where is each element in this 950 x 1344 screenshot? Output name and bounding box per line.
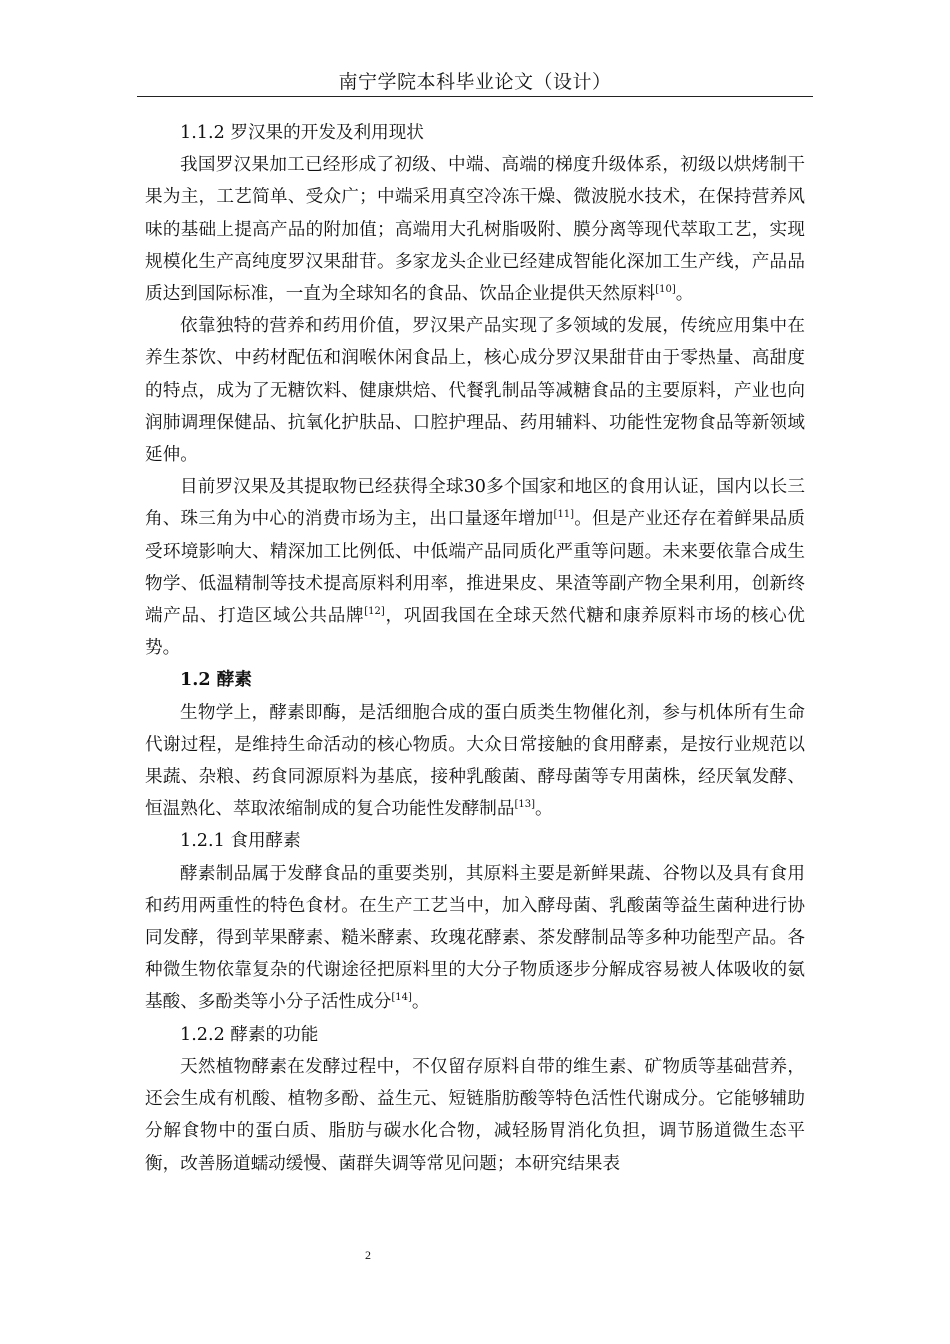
paragraph: 依靠独特的营养和药用价值，罗汉果产品实现了多领域的发展，传统应用集中在养生茶饮、中药材配伍和润喉休闲食品上，核心成分罗汉果甜苷由于零热量、高甜度的特点，成为了无糖饮料、健康烘焙、代餐乳制品等减糖食品的主要原料，产业也向润肺调理保健品、抗氧化护肤品、口腔护理品、药用辅料、功能性宠物食品等新领域延伸。	[145, 316, 805, 466]
paragraph: 目前罗汉果及其提取物已经获得全球30多个国家和地区的食用认证，国内以长三角、珠三角为中心的消费市场为主，出口量逐年增加[11]。但是产业还存在着鲜果品质受环境影响大、精深加工比例低、中低端产品同质化严重等问题。未来要依靠合成生物学、低温精制等技术提高原料利用率，推进果皮、果渣等副产物全果利用，创新终端产品、打造区域公共品牌[12]，巩固我国在全球天然代糖和康养原料市场的核心优势。	[145, 477, 805, 659]
citation: [11]	[553, 509, 575, 521]
section-heading-1-2-1: 1.2.1 食用酵素	[180, 831, 301, 852]
paragraph: 酵素制品属于发酵食品的重要类别，其原料主要是新鲜果蔬、谷物以及具有食用和药用两重性的特色食材。在生产工艺当中，加入酵母菌、乳酸菌等益生菌种进行协同发酵，得到苹果酵素、糙米酵素、玫瑰花酵素、茶发酵制品等多种功能型产品。各种微生物依靠复杂的代谢途径把原料里的大分子物质逐步分解成容易被人体吸收的氨基酸、多酚类等小分子活性成分[14]。	[145, 863, 805, 1013]
paragraph: 天然植物酵素在发酵过程中，不仅留存原料自带的维生素、矿物质等基础营养，还会生成有机酸、植物多酚、益生元、短链脂肪酸等特色活性代谢成分。它能够辅助分解食物中的蛋白质、脂肪与碳水化合物，减轻肠胃消化负担，调节肠道微生态平衡，改善肠道蠕动缓慢、菌群失调等常见问题；本研究结果表	[145, 1056, 805, 1174]
header-rule	[137, 96, 813, 97]
paragraph: 我国罗汉果加工已经形成了初级、中端、高端的梯度升级体系，初级以烘烤制干果为主，工艺简单、受众广；中端采用真空冷冻干燥、微波脱水技术，在保持营养风味的基础上提高产品的附加值；高端用大孔树脂吸附、膜分离等现代萃取工艺，实现规模化生产高纯度罗汉果甜苷。多家龙头企业已经建成智能化深加工生产线，产品品质达到国际标准，一直为全球知名的食品、饮品企业提供天然原料[10]。	[145, 155, 805, 305]
citation: [13]	[514, 799, 536, 811]
running-header: 南宁学院本科毕业论文（设计）	[338, 71, 612, 93]
paragraph: 生物学上，酵素即酶，是活细胞合成的蛋白质类生物催化剂，参与机体所有生命代谢过程，是维持生命活动的核心物质。大众日常接触的食用酵素，是按行业规范以果蔬、杂粮、药食同源原料为基底，接种乳酸菌、酵母菌等专用菌株，经厌氧发酵、恒温熟化、萃取浓缩制成的复合功能性发酵制品[13]。	[145, 702, 805, 820]
citation: [12]	[364, 606, 385, 618]
page-body	[145, 117, 805, 1180]
section-heading-1-2-2: 1.2.2 酵素的功能	[180, 1024, 319, 1045]
citation: [10]	[655, 284, 676, 296]
section-heading-1-1-2: 1.1.2 罗汉果的开发及利用现状	[180, 123, 424, 143]
section-heading-1-2: 1.2 酵素	[180, 669, 252, 691]
page-number: 2	[365, 1248, 371, 1262]
citation: [14]	[391, 992, 412, 1004]
